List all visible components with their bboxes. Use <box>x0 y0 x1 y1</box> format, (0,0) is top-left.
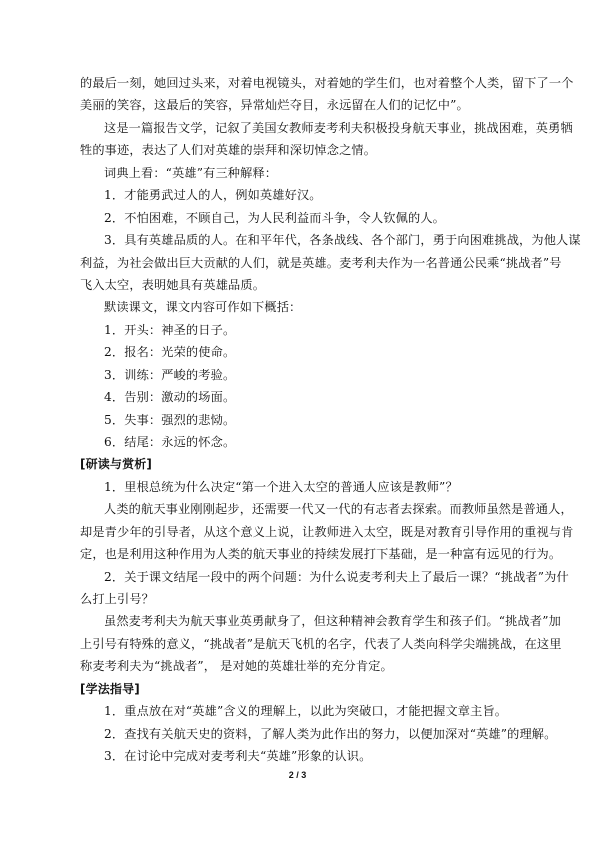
list-item: 1．开头：神圣的日子。 <box>104 322 236 337</box>
list-item: 3．在讨论中完成对麦考利夫“英雄”形象的认识。 <box>104 749 372 763</box>
list-item: 2．查找有关航天史的资料，了解人类为此作出的努力，以便加深对“英雄”的理解。 <box>104 726 557 741</box>
paragraph-line: 么打上引号？ <box>80 592 155 606</box>
list-item: 2．报名：光荣的使命。 <box>104 345 236 360</box>
list-item: 6．结尾：永远的怀念。 <box>104 434 236 449</box>
list-item: 3．训练：严峻的考验。 <box>104 367 236 382</box>
list-item: 1．重点放在对“英雄”含义的理解上，以此为突破口，才能把握文章主旨。 <box>104 704 508 719</box>
paragraph-line: 默读课文，课文内容可作如下概括： <box>104 300 302 315</box>
paragraph-line: 美丽的笑容，这最后的笑容，异常灿烂夺目，永远留在人们的记忆中”。 <box>80 98 469 113</box>
paragraph-line: 上引号有特殊的意义，“挑战者”是航天飞机的名字，代表了人类向科学尖端挑战，在这里 <box>80 636 562 651</box>
list-item: 2．不怕困难，不顾自己，为人民利益而斗争，令人钦佩的人。 <box>104 210 446 225</box>
page-number: 2 / 3 <box>288 770 307 780</box>
section-heading: [研读与赏析] <box>80 457 153 472</box>
paragraph-line: 称麦考利夫为“挑战者”， 是对她的英雄壮举的充分肯定。 <box>80 659 393 674</box>
paragraph-line: 牲的事迹，表达了人们对英雄的崇拜和深切悼念之情。 <box>80 143 377 158</box>
paragraph-line: 人类的航天事业刚刚起步，还需要一代又一代的有志者去探索。而教师虽然是普通人， <box>104 502 573 517</box>
paragraph-line: 却是青少年的引导者，从这个意义上说，让教师进入太空，既是对教育引导作用的重视与肯 <box>80 524 574 539</box>
list-item: 3．具有英雄品质的人。在和平年代，各条战线、各个部门，勇于向困难挑战，为他人谋 <box>104 233 581 247</box>
paragraph-line: 虽然麦考利夫为航天事业英勇献身了，但这种精神会教育学生和孩子们。“挑战者”加 <box>104 614 561 629</box>
question-line: 1．里根总统为什么决定“第一个进入太空的普通人应该是教师”？ <box>104 479 458 494</box>
question-line: 2．关于课文结尾一段中的两个问题：为什么说麦考利夫上了最后一课？“挑战者”为什 <box>104 569 569 584</box>
paragraph-line: 飞入太空，表明她具有英雄品质。 <box>80 277 266 292</box>
section-heading: [学法指导] <box>80 681 140 696</box>
paragraph-line: 利益，为社会做出巨大贡献的人们，就是英雄。麦考利夫作为一名普通公民乘“挑战者”号 <box>80 255 562 270</box>
paragraph-line: 词典上看：“英雄”有三种解释： <box>104 165 278 180</box>
paragraph-line: 的最后一刻，她回过头来，对着电视镜头，对着她的学生们，也对着整个人类，留下了一个 <box>80 76 574 90</box>
paragraph-line: 这是一篇报告文学，记叙了美国女教师麦考利夫积极投身航天事业，挑战困难，英勇牺 <box>104 120 573 135</box>
list-item: 1．才能勇武过人的人，例如英雄好汉。 <box>104 188 322 203</box>
list-item: 5．失事：强烈的悲恸。 <box>104 412 236 427</box>
paragraph-line: 定，也是利用这种作用为人类的航天事业的持续发展打下基础，是一种富有远见的行为。 <box>80 547 562 562</box>
list-item: 4．告别：激动的场面。 <box>104 390 236 405</box>
